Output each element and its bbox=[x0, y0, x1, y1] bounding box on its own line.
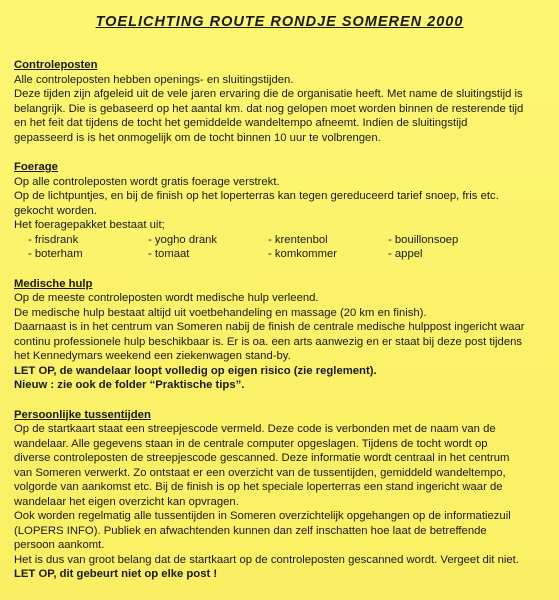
list-item: - frisdrank bbox=[28, 233, 79, 246]
paragraph-line: Het foeragepakket bestaat uit; bbox=[14, 219, 165, 231]
list-item: - komkommer bbox=[268, 248, 338, 260]
paragraph-line: Op de lichtpuntjes, en bij de finish op het loperterras kan tegen gereduceerd tarief snoep, fris etc. bbox=[14, 190, 499, 202]
paragraph-line: diverse controleposten de streepjescode gescanned. Deze informatie wordt centraal in het centrum bbox=[14, 452, 510, 464]
section-controleposten bbox=[14, 58, 549, 145]
document-body bbox=[14, 58, 549, 597]
paragraph-line: Alle controleposten hebben openings- en sluitingstijden. bbox=[14, 73, 294, 86]
warning-line: LET OP, dit gebeurt niet op elke post ! bbox=[14, 568, 218, 580]
section-heading: Medische hulp bbox=[14, 277, 93, 290]
paragraph-line: volgorde van aankomst etc. Bij de finish is op het speciale loperterras een stand ingericht waar de bbox=[14, 481, 503, 493]
paragraph-line: continu professionele hulp beschikbaar is. Er is oa. een arts aanwezig en er staat bij deze post tijdens bbox=[14, 335, 523, 348]
section-heading: Controleposten bbox=[14, 59, 98, 71]
list-item: - yogho drank bbox=[148, 233, 218, 246]
section-foerage bbox=[14, 160, 549, 262]
paragraph-line: Op alle controleposten wordt gratis foerage verstrekt. bbox=[14, 175, 280, 188]
list-item: - appel bbox=[388, 248, 423, 260]
foerage-items bbox=[14, 233, 549, 262]
paragraph-line: wandelaar het eigen overzicht kan opvragen. bbox=[14, 495, 239, 508]
paragraph-line: gepasseerd is is het onmogelijk om de tocht binnen 10 uur te volbrengen. bbox=[14, 131, 381, 144]
list-item: - bouillonsoep bbox=[388, 233, 459, 246]
warning-line: LET OP, de wandelaar loopt volledig op eigen risico (zie reglement). bbox=[14, 364, 377, 377]
paragraph-line: en het feit dat tijdens de tocht het gemiddelde wandeltempo afneemt. Indien de sluitingstijd bbox=[14, 117, 468, 129]
paragraph-line: het Kennedymars weekend een ziekenwagen stand-by. bbox=[14, 350, 291, 362]
notice-line: Nieuw : zie ook de folder “Praktische tips”. bbox=[14, 379, 245, 391]
section-medische-hulp bbox=[14, 277, 549, 393]
section-heading: Foerage bbox=[14, 161, 58, 173]
paragraph-line: (LOPERS INFO). Publiek en afwachtenden kunnen dan zelf inschatten hoe laat de betreffende bbox=[14, 524, 487, 537]
paragraph-line: van Someren verwerkt. Zo ontstaat er een overzicht van de tussentijden, gemiddeld wandeltempo, bbox=[14, 466, 506, 479]
paragraph-line: persoon aankomt. bbox=[14, 539, 105, 551]
section-persoonlijke-tussentijden bbox=[14, 408, 549, 582]
paragraph-line: Ook worden regelmatig alle tussentijden in Someren overzichtelijk opgehangen op de informatiezuil bbox=[14, 510, 511, 522]
paragraph-line: De medische hulp bestaat altijd uit voetbehandeling en massage (20 km en finish). bbox=[14, 306, 427, 319]
paragraph-line: Het is dus van groot belang dat de startkaart op de controleposten gescanned wordt. Vergeet dit niet. bbox=[14, 553, 519, 566]
paragraph-line: Deze tijden zijn afgeleid uit de vele jaren ervaring die de organisatie heeft. Met name de sluitingstijd is bbox=[14, 88, 523, 100]
section-heading: Persoonlijke tussentijden bbox=[14, 408, 151, 421]
paragraph-line: wandelaar. Alle gegevens staan in de centrale computer opgeslagen. Tijdens de tocht wordt op bbox=[14, 437, 488, 450]
paragraph-line: gekocht worden. bbox=[14, 204, 97, 217]
paragraph-line: Op de startkaart staat een streepjescode vermeld. Deze code is verbonden met de naam van de bbox=[14, 423, 496, 435]
document-title: TOELICHTING ROUTE RONDJE SOMEREN 2000 bbox=[95, 14, 464, 30]
paragraph-line: belangrijk. Die is gebaseerd op het aantal km. dat nog gelopen moet worden binnen de resterende tijd bbox=[14, 102, 524, 115]
paragraph-line: Op de meeste controleposten wordt medische hulp verleend. bbox=[14, 292, 319, 304]
list-item: - boterham bbox=[28, 248, 83, 260]
paragraph-line: Daarnaast is in het centrum van Someren nabij de finish de centrale medische hulppost ingericht waar bbox=[14, 321, 525, 333]
list-item: - krentenbol bbox=[268, 233, 328, 246]
list-item: - tomaat bbox=[148, 248, 190, 260]
